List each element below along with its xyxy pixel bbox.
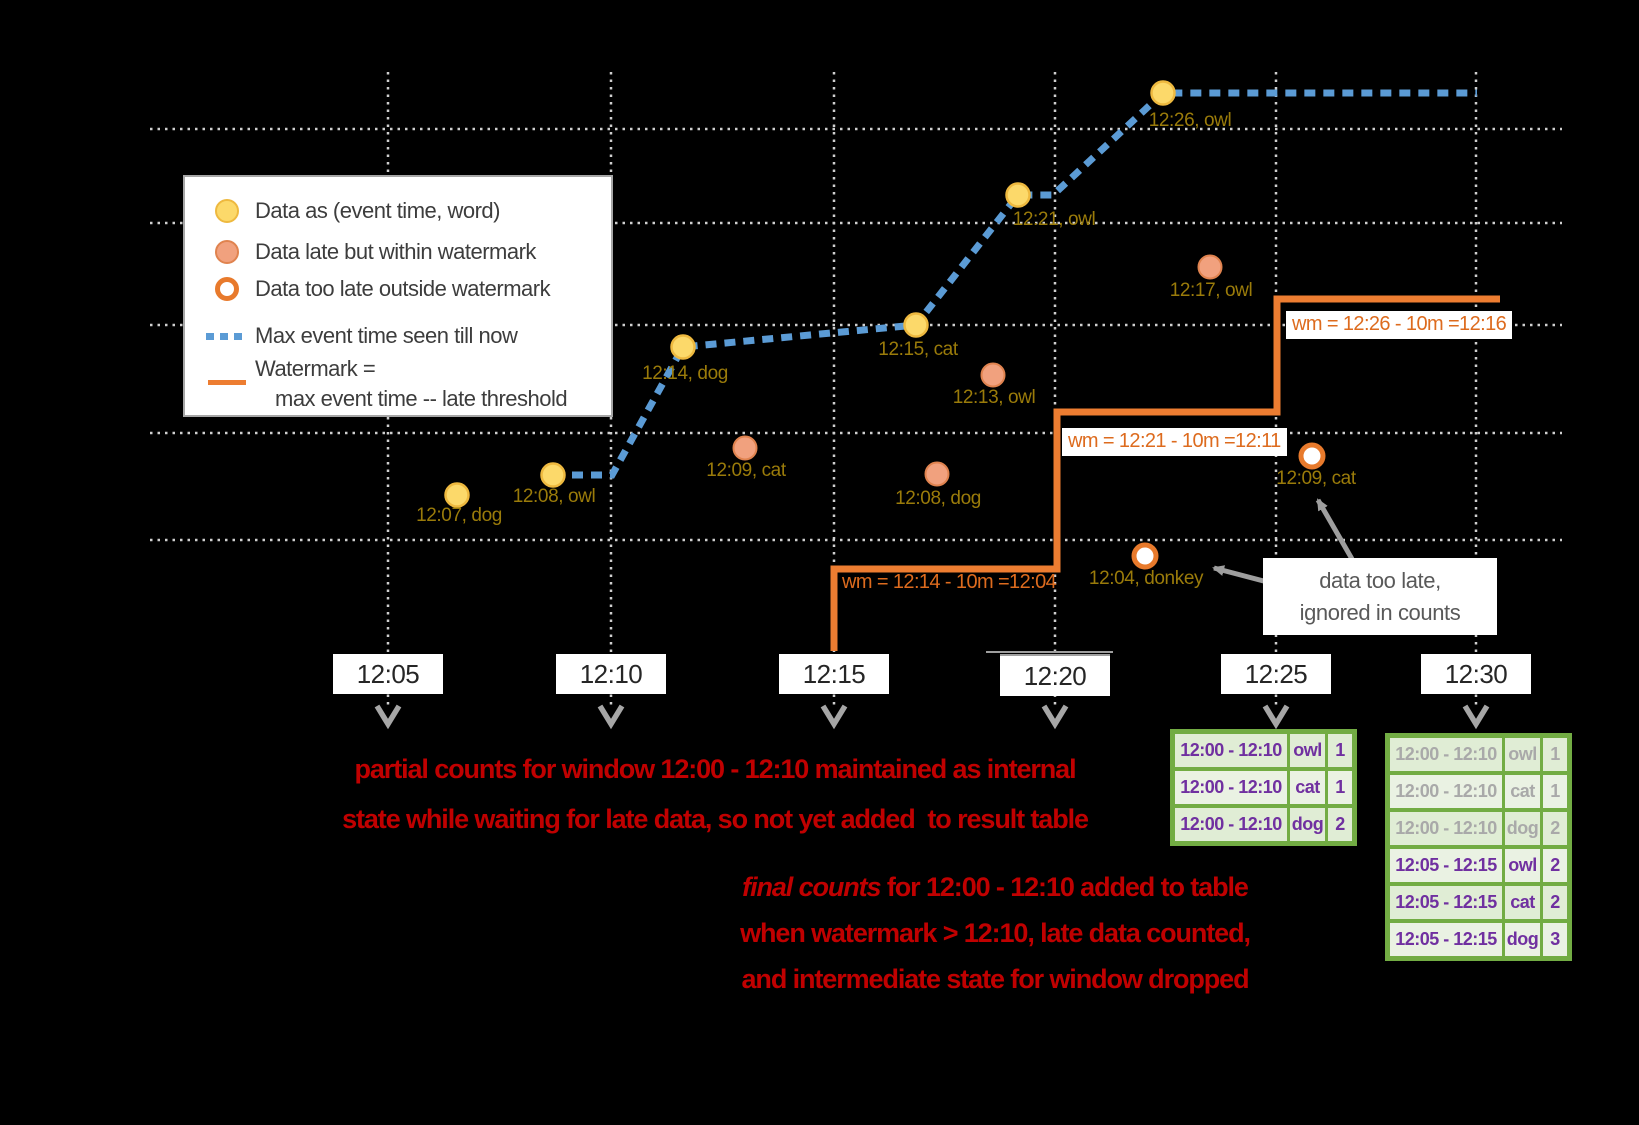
result-table-cell-word: cat <box>1290 771 1325 804</box>
data-point-late <box>1199 256 1222 279</box>
data-point-label: 12:15, cat <box>878 339 958 360</box>
too-late-callout-line2: ignored in counts <box>1299 599 1461 625</box>
result-table-row <box>1390 738 1567 771</box>
result-table-row <box>1175 771 1352 804</box>
axis-tick-12-20: 12:20 <box>1000 654 1110 696</box>
result-table-cell-window: 12:05 - 12:15 <box>1390 886 1502 919</box>
result-table-row <box>1390 923 1567 956</box>
axis-tick-12-10: 12:10 <box>556 654 666 694</box>
legend-item-max-event: Max event time seen till now <box>255 323 518 348</box>
legend-item-watermark: Watermark = <box>255 356 376 381</box>
final-counts-note-line2: when watermark > 12:10, late data counted, <box>740 918 1250 948</box>
result-table-cell-window: 12:05 - 12:15 <box>1390 923 1502 956</box>
data-point-on_time <box>1152 82 1175 105</box>
result-table-row <box>1390 775 1567 808</box>
result-table-cell-window: 12:00 - 12:10 <box>1390 738 1502 771</box>
data-point-late <box>982 364 1005 387</box>
result-table <box>1170 729 1357 846</box>
result-table-row <box>1390 886 1567 919</box>
data-point-label: 12:04, donkey <box>1088 568 1204 589</box>
axis-tick-12-05: 12:05 <box>333 654 443 694</box>
data-point-label: 12:08, dog <box>895 488 981 509</box>
too-late-dot-icon <box>215 277 239 301</box>
data-point-label: 12:21, owl <box>1012 209 1096 230</box>
axis-tick-12-15: 12:15 <box>779 654 889 694</box>
data-point-label: 12:17, owl <box>1169 280 1253 301</box>
watermark-line-icon <box>208 380 246 385</box>
partial-counts-note-line2: state while waiting for late data, so not yet added to result table <box>342 804 1088 834</box>
result-table-cell-word: owl <box>1505 849 1540 882</box>
result-table-cell-count: 2 <box>1328 808 1352 841</box>
result-table-cell-window: 12:00 - 12:10 <box>1175 771 1287 804</box>
axis-arrowhead-icon <box>1465 706 1487 724</box>
watermark-value-label: wm = 12:26 - 10m =12:16 <box>1286 311 1512 339</box>
result-table-cell-count: 1 <box>1328 771 1352 804</box>
final-counts-emphasis: final counts <box>742 872 881 902</box>
result-table-cell-word: owl <box>1505 738 1540 771</box>
data-point-label: 12:08, owl <box>512 486 596 507</box>
too-late-callout-line1: data too late, <box>1319 567 1441 593</box>
final-counts-note-line1-rest: for 12:00 - 12:10 added to table <box>880 872 1248 902</box>
data-point-on_time <box>672 336 695 359</box>
callout-arrow-icon <box>1318 500 1352 559</box>
axis-arrowhead-icon <box>1265 706 1287 724</box>
result-table-cell-count: 1 <box>1543 738 1567 771</box>
data-point-too_late <box>1301 445 1323 467</box>
legend-item-on-time: Data as (event time, word) <box>255 198 500 223</box>
axis-arrowhead-icon <box>377 706 399 724</box>
result-table-cell-window: 12:00 - 12:10 <box>1390 812 1502 845</box>
legend-item-late: Data late but within watermark <box>255 239 536 264</box>
axis-tick-12-25: 12:25 <box>1221 654 1331 694</box>
data-point-on_time <box>1007 184 1030 207</box>
legend-item-watermark-line2: max event time -- late threshold <box>275 386 568 411</box>
too-late-callout <box>1263 558 1497 635</box>
result-table-cell-window: 12:00 - 12:10 <box>1390 775 1502 808</box>
result-table-row <box>1175 734 1352 767</box>
result-table-row <box>1390 812 1567 845</box>
data-point-late <box>734 437 757 460</box>
result-table-cell-count: 1 <box>1543 775 1567 808</box>
result-table-cell-count: 1 <box>1328 734 1352 767</box>
data-point-label: 12:07, dog <box>416 505 502 526</box>
data-point-label: 12:14, dog <box>642 363 728 384</box>
result-table-cell-word: cat <box>1505 886 1540 919</box>
data-point-label: 12:09, cat <box>1276 468 1356 489</box>
legend-item-too-late: Data too late outside watermark <box>255 276 551 301</box>
result-table-cell-word: dog <box>1505 812 1540 845</box>
max-event-line-icon <box>206 333 248 340</box>
axis-arrowhead-icon <box>1044 706 1066 724</box>
watermark-value-label: wm = 12:21 - 10m =12:11 <box>1062 428 1287 456</box>
result-table-cell-count: 2 <box>1543 886 1567 919</box>
result-table-cell-window: 12:05 - 12:15 <box>1390 849 1502 882</box>
result-table-cell-count: 2 <box>1543 849 1567 882</box>
result-table-cell-word: dog <box>1290 808 1325 841</box>
final-counts-note <box>600 864 1390 1002</box>
max-event-time-line <box>553 93 1477 475</box>
result-table <box>1385 733 1572 961</box>
result-table-cell-word: owl <box>1290 734 1325 767</box>
final-counts-note-line1 <box>600 864 1390 910</box>
result-table-cell-word: dog <box>1505 923 1540 956</box>
data-point-on_time <box>542 464 565 487</box>
late-dot-icon <box>215 240 239 264</box>
data-point-label: 12:09, cat <box>706 460 786 481</box>
data-point-label: 12:26, owl <box>1148 110 1232 131</box>
final-counts-note-line3: and intermediate state for window dropped <box>741 964 1249 994</box>
axis-tick-12-30: 12:30 <box>1421 654 1531 694</box>
result-table-cell-count: 3 <box>1543 923 1567 956</box>
watermark-value-label: wm = 12:14 - 10m =12:04 <box>842 571 1057 593</box>
partial-counts-note-line1: partial counts for window 12:00 - 12:10 maintained as internal <box>354 754 1076 784</box>
data-point-on_time <box>905 314 928 337</box>
result-table-row <box>1175 808 1352 841</box>
result-table-cell-word: cat <box>1505 775 1540 808</box>
result-table-cell-window: 12:00 - 12:10 <box>1175 734 1287 767</box>
axis-arrowhead-icon <box>823 706 845 724</box>
partial-counts-note <box>295 744 1135 844</box>
legend-box <box>183 175 613 417</box>
data-point-on_time <box>446 484 469 507</box>
axis-arrowhead-icon <box>600 706 622 724</box>
result-table-cell-count: 2 <box>1543 812 1567 845</box>
data-point-late <box>926 463 949 486</box>
data-point-label: 12:13, owl <box>952 387 1036 408</box>
on-time-dot-icon <box>215 199 239 223</box>
data-point-too_late <box>1134 545 1156 567</box>
result-table-row <box>1390 849 1567 882</box>
result-table-cell-window: 12:00 - 12:10 <box>1175 808 1287 841</box>
